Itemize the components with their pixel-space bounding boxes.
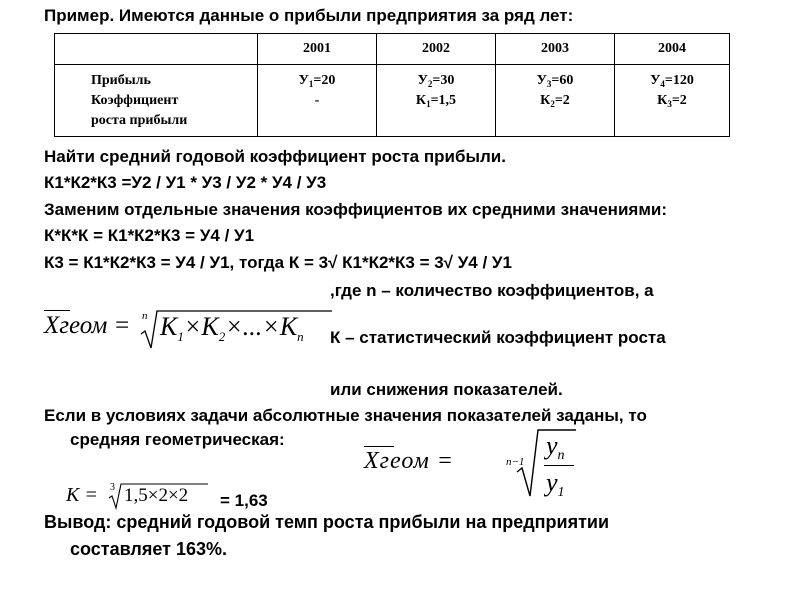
conclusion-text-2: составляет 163%.: [70, 539, 227, 559]
year-header-2002: 2002: [377, 34, 496, 65]
equation-1: К1*К2*К3 =У2 / У1 * У3 / У2 * У4 / У3: [44, 173, 327, 192]
fraction-bar: [544, 465, 574, 466]
profit-value: $У_2=30$: [417, 73, 455, 89]
row-label-coefficient: Коэффициент: [91, 93, 179, 108]
profit-value: $У_3=60$: [536, 73, 574, 89]
formula-lhs: K =: [66, 484, 98, 506]
overline: [364, 446, 394, 447]
year-header-2001: 2001: [258, 34, 377, 65]
profit-value: $У_1=20$: [298, 73, 336, 89]
root-index: 3: [110, 482, 115, 493]
table-header-row: [55, 34, 730, 65]
if-absolute-text-1: Если в условиях задачи абсолютные значения показателей заданы, то: [44, 406, 647, 425]
k-calculation-formula: [66, 482, 216, 512]
coefficient-value: $К_2=2$: [540, 93, 570, 109]
row-label-profit: Прибыль: [91, 73, 151, 88]
task-text: Найти средний годовой коэффициент роста прибыли.: [44, 147, 506, 166]
if-absolute-text-2: средняя геометрическая:: [70, 430, 285, 449]
value-cell-2003: [496, 65, 615, 137]
result-value: = 1,63: [220, 491, 268, 510]
value-cell-2002: [377, 65, 496, 137]
radicand: 1,5×2×2: [124, 485, 189, 506]
replace-text: Заменим отдельные значения коэффициентов их средними значениями:: [44, 200, 668, 219]
fraction-denominator: $y_1$: [546, 468, 565, 500]
table-data-row: [55, 65, 730, 137]
fraction-numerator: $y_n$: [546, 431, 565, 463]
overline: [44, 310, 70, 311]
year-header-2004: 2004: [615, 34, 730, 65]
coefficient-value: $К_3=2$: [657, 93, 687, 109]
equation-2: К*К*К = К1*К2*К3 = У4 / У1: [44, 226, 255, 245]
value-cell-2001: [258, 65, 377, 137]
header-empty-cell: [55, 34, 258, 65]
row-label-profit-growth: роста прибыли: [91, 113, 188, 128]
conclusion-text-1: Вывод: средний годовой темп роста прибыли на предприятии: [44, 512, 610, 532]
where-n-text: ,где n – количество коэффициентов, а: [330, 281, 654, 300]
coefficient-value: -: [314, 93, 320, 108]
value-cell-2004: [615, 65, 730, 137]
root-index: n−1: [506, 456, 525, 468]
root-index: n: [142, 310, 148, 322]
example-heading: Пример. Имеются данные о прибыли предприятия за ряд лет:: [44, 6, 574, 25]
radicand: $K_1\times K_2\times...\times K_n$: [160, 312, 304, 344]
geometric-mean-absolute-formula: [360, 428, 600, 500]
geometric-mean-formula: [44, 306, 334, 350]
or-decrease-text: или снижения показателей.: [330, 380, 563, 399]
formula-lhs: Xгеом =: [364, 448, 454, 474]
profit-value: $У_4=120$: [650, 73, 694, 89]
profit-table: [54, 33, 730, 137]
coefficient-value: $К_1=1,5$: [415, 93, 457, 109]
year-header-2003: 2003: [496, 34, 615, 65]
equation-3: К3 = К1*К2*К3 = У4 / У1, тогда К = 3√ К1*К2*К3 = 3√ У4 / У1: [44, 253, 512, 272]
k-definition-text: К – статистический коэффициент роста: [330, 328, 666, 347]
formula-lhs: Xгеом =: [44, 312, 131, 339]
row-labels-cell: [55, 65, 258, 137]
